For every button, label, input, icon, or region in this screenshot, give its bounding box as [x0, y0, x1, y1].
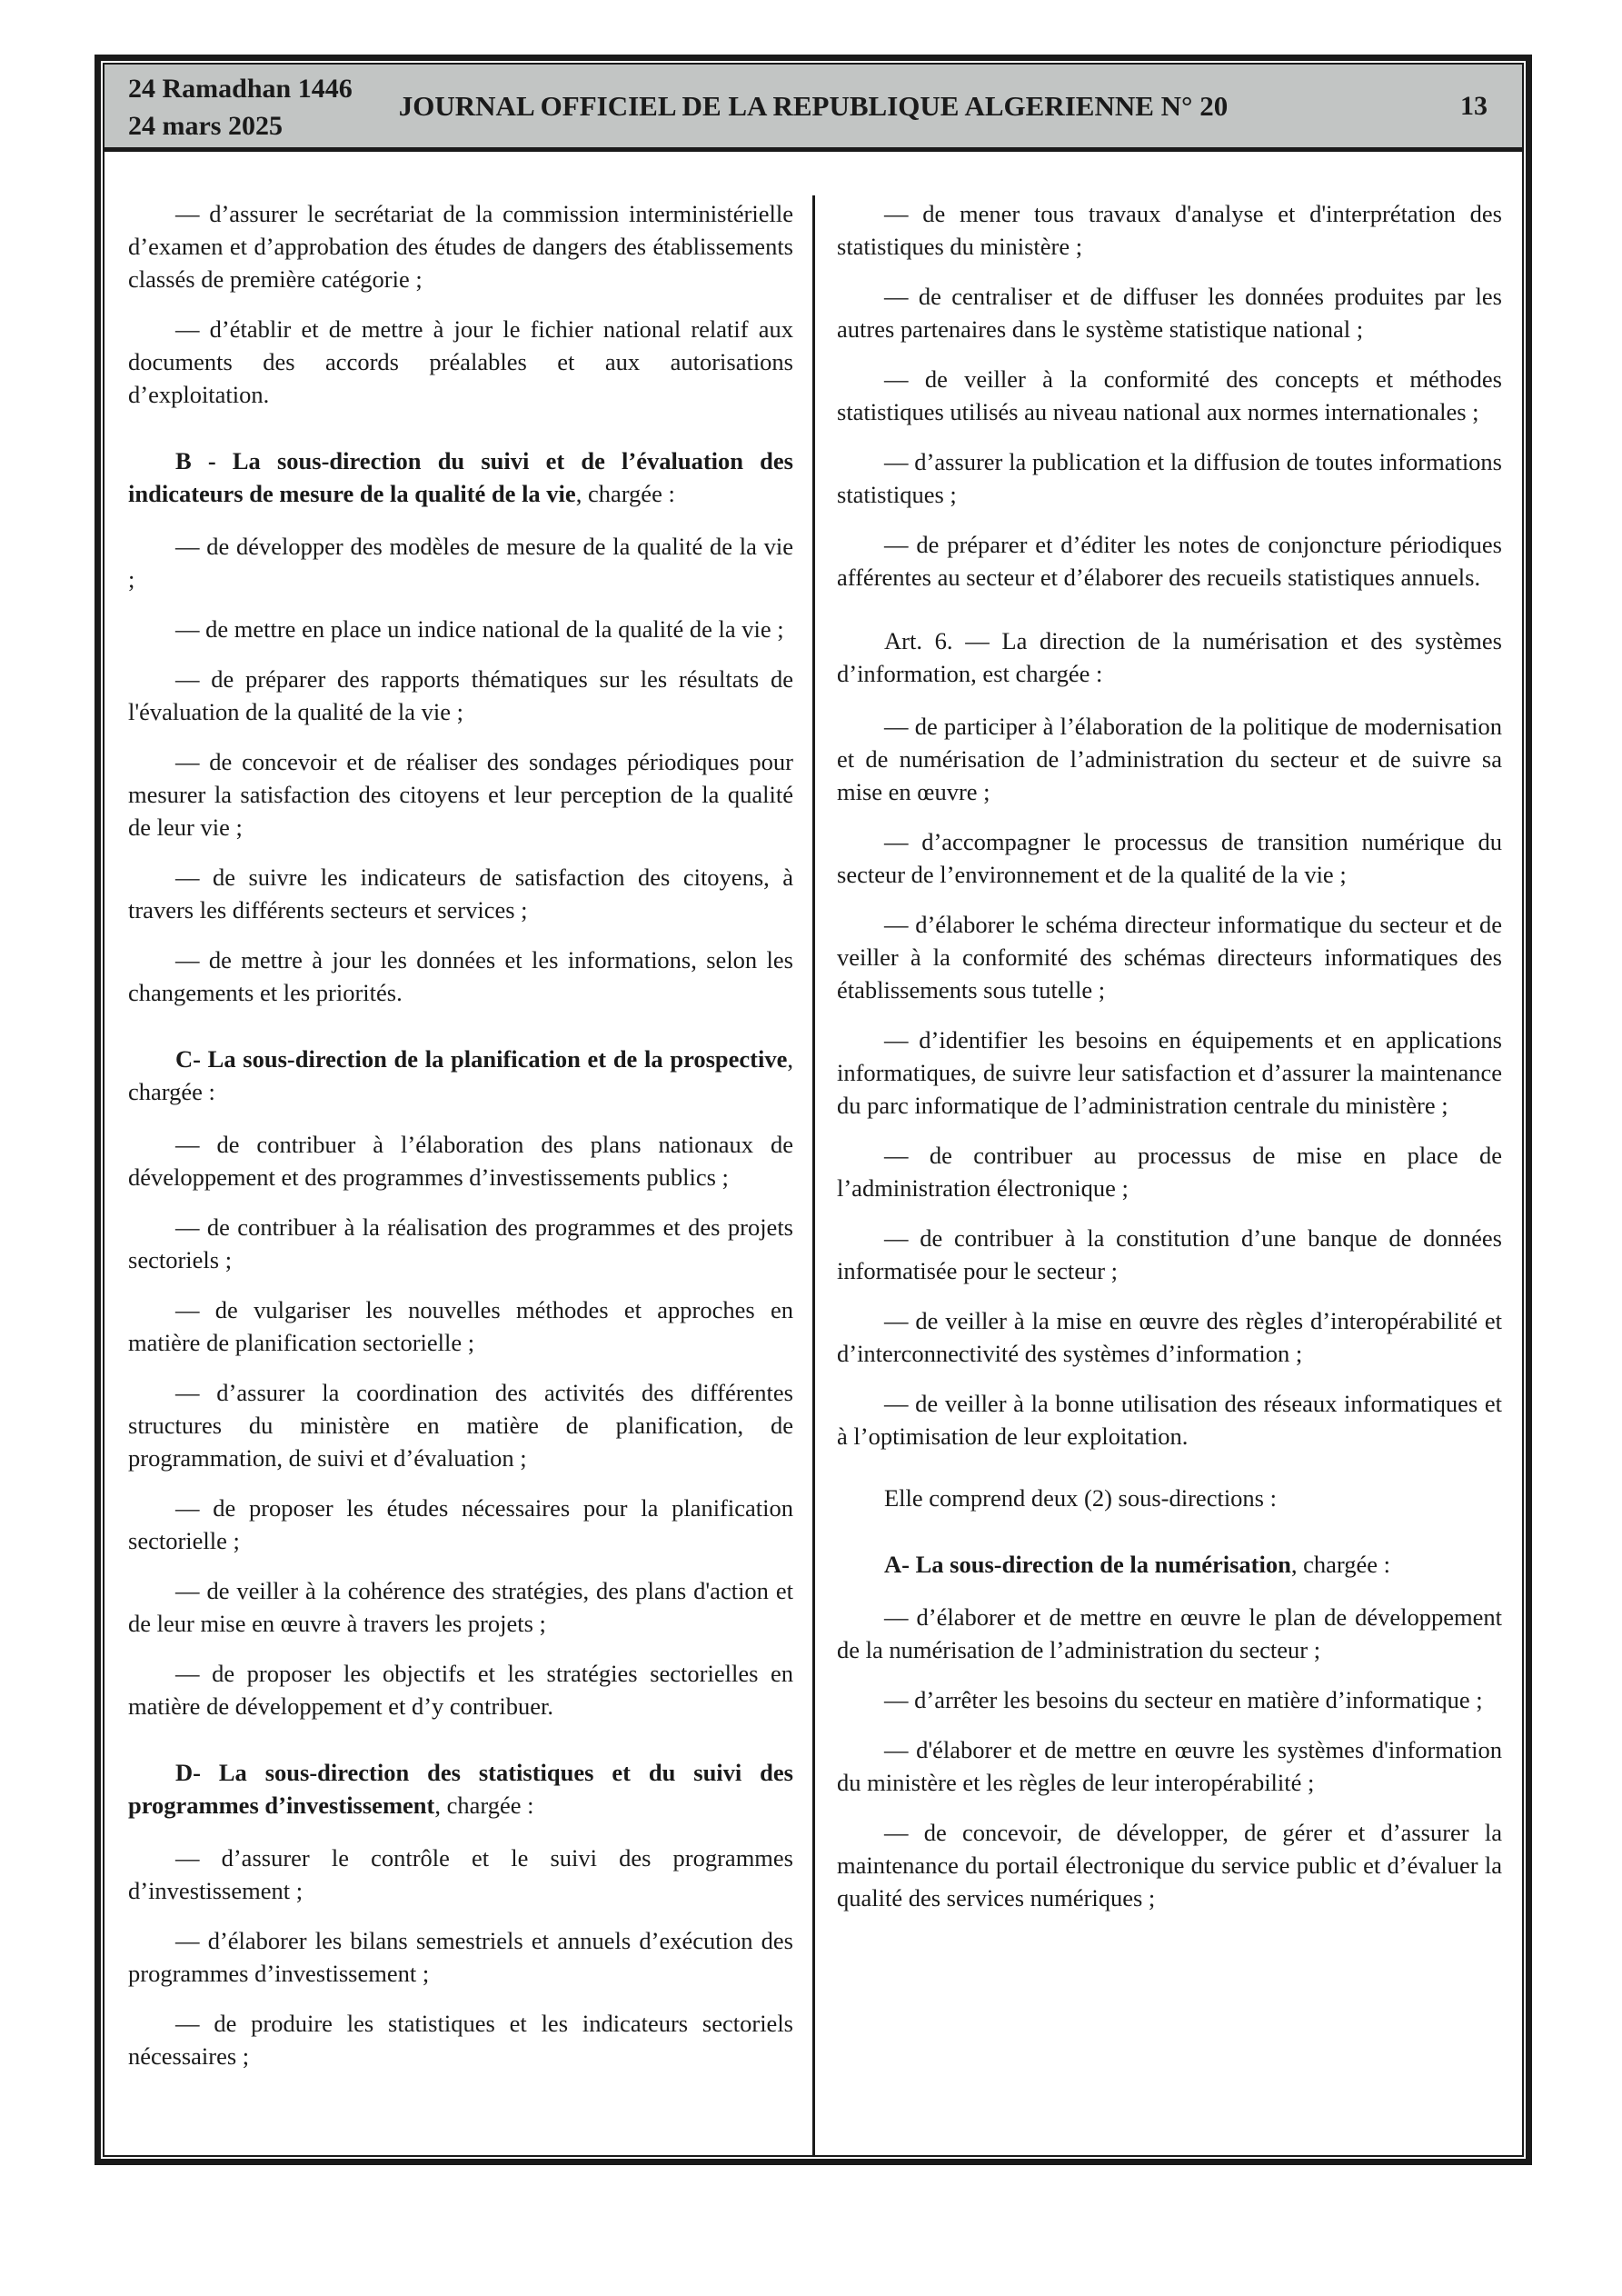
paragraph: — d’élaborer les bilans semestriels et annuels d’exécution des programmes d’investissement ; — [128, 1927, 793, 1987]
paragraph: — d’élaborer le schéma directeur informatique du secteur et de veiller à la conformité des schémas directeurs informatiques des établissements sous tutelle ; — [837, 911, 1502, 1003]
paragraph: — de veiller à la conformité des concepts et méthodes statistiques utilisés au niveau national aux normes internationales ; — [837, 365, 1502, 425]
paragraph: — de proposer les objectifs et les stratégies sectorielles en matière de développement et d’y contribuer. — [128, 1660, 793, 1720]
page-body — [104, 152, 1522, 2155]
page-frame — [95, 55, 1532, 2165]
paragraph: — de concevoir et de réaliser des sondages périodiques pour mesurer la satisfaction des citoyens et leur perception de la qualité de leur vie ; — [128, 748, 793, 841]
paragraph: — d’élaborer et de mettre en œuvre le plan de développement de la numérisation de l’administration du secteur ; — [837, 1603, 1502, 1663]
paragraph: — d’assurer la coordination des activités des différentes structures du ministère en matière de planification, de programmation, de suivi et d’évaluation ; — [128, 1379, 793, 1472]
paragraph: — d'élaborer et de mettre en œuvre les systèmes d'information du ministère et les règles de leur interopérabilité ; — [837, 1736, 1502, 1796]
paragraph: — d’identifier les besoins en équipements et en applications informatiques, de suivre leur satisfaction et d’assurer la maintenance du parc informatique de l’administration centrale du ministère ; — [837, 1026, 1502, 1119]
paragraph: — de mettre en place un indice national de la qualité de la vie ; — [175, 615, 784, 643]
paragraph: — de proposer les études nécessaires pour la planification sectorielle ; — [128, 1494, 793, 1554]
paragraph: — d’assurer le secrétariat de la commission interministérielle d’examen et d’approbation des études de dangers des établissements classés de première catégorie ; — [128, 200, 793, 293]
paragraph: — de veiller à la mise en œuvre des règles d’interopérabilité et d’interconnectivité des systèmes d’information ; — [837, 1307, 1502, 1367]
paragraph: — de préparer et d’éditer les notes de conjoncture périodiques afférentes au secteur et d’élaborer des recueils statistiques annuels. — [837, 531, 1502, 591]
paragraph: — de contribuer à la constitution d’une banque de données informatisée pour le secteur ; — [837, 1224, 1502, 1284]
paragraph: — de contribuer au processus de mise en place de l’administration électronique ; — [837, 1142, 1502, 1202]
hijri-date: 24 Ramadhan 1446 — [128, 74, 353, 104]
page-header — [104, 65, 1522, 152]
section-heading: A- La sous-direction de la numérisation, chargée : — [884, 1551, 1390, 1578]
paragraph: — d’assurer le contrôle et le suivi des programmes d’investissement ; — [128, 1844, 793, 1904]
paragraph: — de produire les statistiques et les indicateurs sectoriels nécessaires ; — [128, 2010, 793, 2070]
paragraph: — de centraliser et de diffuser les données produites par les autres partenaires dans le système statistique national ; — [837, 283, 1502, 343]
section-heading: B - La sous-direction du suivi et de l’évaluation des indicateurs de mesure de la qualité de la vie, chargée : — [128, 447, 793, 507]
paragraph: — de suivre les indicateurs de satisfaction des citoyens, à travers les différents secteurs et services ; — [128, 863, 793, 923]
column-left — [128, 197, 793, 2155]
paragraph: — d’arrêter les besoins du secteur en matière d’informatique ; — [884, 1686, 1483, 1713]
journal-title: JOURNAL OFFICIEL DE LA REPUBLIQUE ALGERIENNE N° 20 — [398, 89, 1229, 122]
paragraph: — de mettre à jour les données et les informations, selon les changements et les priorités. — [128, 946, 793, 1006]
paragraph: — de contribuer à l’élaboration des plans nationaux de développement et des programmes d’investissements publics ; — [128, 1131, 793, 1191]
paragraph: — de vulgariser les nouvelles méthodes et approches en matière de planification sectorielle ; — [128, 1296, 793, 1356]
column-divider — [812, 195, 815, 2155]
section-heading: D- La sous-direction des statistiques et du suivi des programmes d’investissement, chargée : — [128, 1759, 793, 1819]
paragraph: — de concevoir, de développer, de gérer et d’assurer la maintenance du portail électronique du service public et d’évaluer la qualité des services numériques ; — [837, 1819, 1502, 1912]
paragraph: — de veiller à la bonne utilisation des réseaux informatiques et à l’optimisation de leur exploitation. — [837, 1390, 1502, 1450]
page-number: 13 — [1460, 90, 1488, 121]
paragraph: — de participer à l’élaboration de la politique de modernisation et de numérisation de l’administration du secteur et de suivre sa mise en œuvre ; — [837, 713, 1502, 805]
section-heading: C- La sous-direction de la planification et de la prospective, chargée : — [128, 1045, 793, 1105]
paragraph: — de veiller à la cohérence des stratégies, des plans d'action et de leur mise en œuvre à travers les projets ; — [128, 1577, 793, 1637]
page-frame-inner — [103, 63, 1524, 2157]
paragraph: — de mener tous travaux d'analyse et d'interprétation des statistiques du ministère ; — [837, 200, 1502, 260]
paragraph: — d’assurer la publication et la diffusion de toutes informations statistiques ; — [837, 448, 1502, 508]
paragraph: — de contribuer à la réalisation des programmes et des projets sectoriels ; — [128, 1213, 793, 1273]
gregorian-date: 24 mars 2025 — [128, 111, 283, 141]
paragraph: — d’établir et de mettre à jour le fichier national relatif aux documents des accords préalables et aux autorisations d’exploitation. — [128, 315, 793, 408]
column-right — [837, 197, 1502, 2155]
paragraph: — de préparer des rapports thématiques sur les résultats de l'évaluation de la qualité de la vie ; — [128, 665, 793, 725]
paragraph: — de développer des modèles de mesure de la qualité de la vie ; — [128, 533, 793, 593]
article-heading: Art. 6. — La direction de la numérisation et des systèmes d’information, est chargée : — [837, 627, 1502, 687]
paragraph: — d’accompagner le processus de transition numérique du secteur de l’environnement et de la qualité de la vie ; — [837, 828, 1502, 888]
paragraph: Elle comprend deux (2) sous-directions : — [884, 1484, 1277, 1512]
